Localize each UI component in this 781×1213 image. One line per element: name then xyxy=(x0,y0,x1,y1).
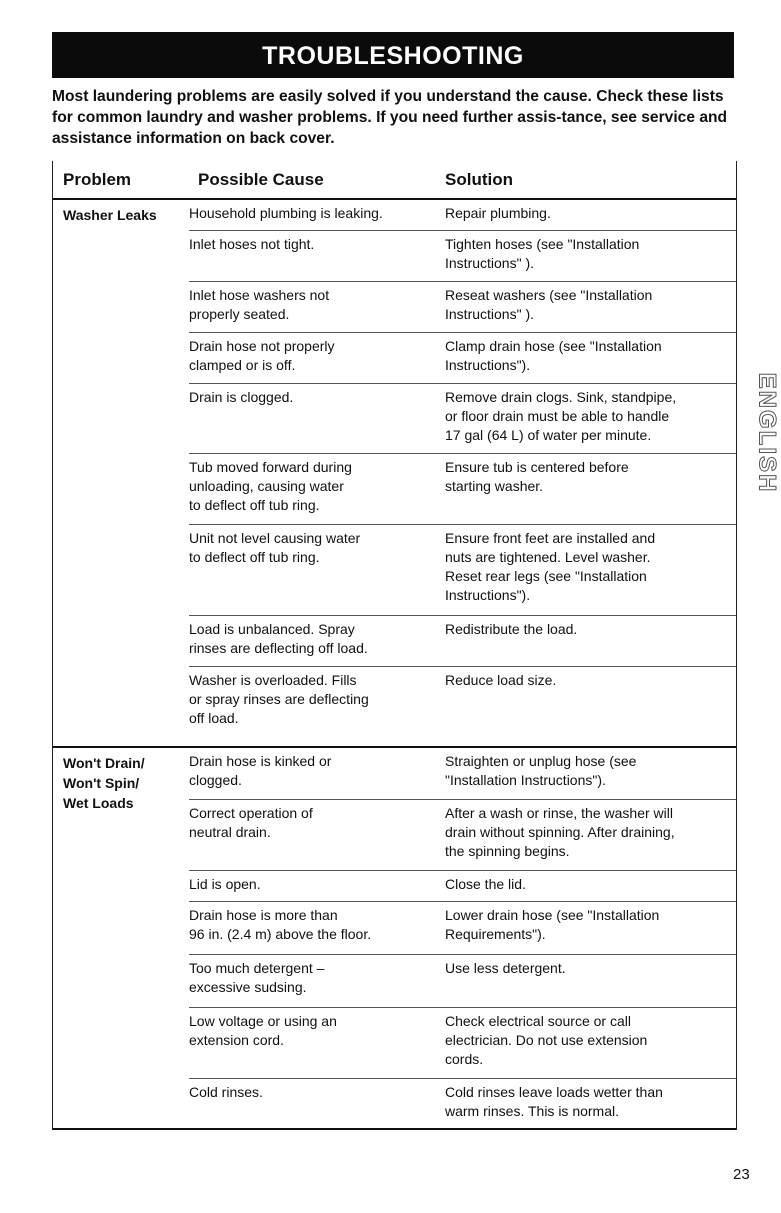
table-row xyxy=(189,799,736,870)
table-row xyxy=(189,1007,736,1078)
table-row xyxy=(189,524,736,615)
table-row xyxy=(189,281,736,332)
cause-cell: Unit not level causing water to deflect off tub ring. xyxy=(189,530,361,565)
intro-paragraph: Most laundering problems are easily solved if you understand the cause. Check these lists for common laundry and washer problems. If you need further assis-tance, see service and assistance information on back cover. xyxy=(52,88,728,147)
table-header xyxy=(53,161,736,200)
solution-cell: Reduce load size. xyxy=(445,672,557,688)
language-tab-label: ENGLISH xyxy=(753,372,781,494)
section-banner: TROUBLESHOOTING xyxy=(52,32,734,78)
table-row xyxy=(189,332,736,383)
header-problem: Problem xyxy=(63,170,132,189)
page-number: 23 xyxy=(733,1166,750,1183)
problem-group xyxy=(53,748,736,1130)
cause-cell: Load is unbalanced. Spray rinses are deflecting off load. xyxy=(189,621,368,656)
table-row xyxy=(189,748,736,798)
cause-cell: Washer is overloaded. Fills or spray rinses are deflecting off load. xyxy=(189,672,369,726)
solution-cell: Repair plumbing. xyxy=(445,205,551,221)
cause-cell: Tub moved forward during unloading, causing water to deflect off tub ring. xyxy=(189,459,352,513)
problem-label: Won't Drain/ Won't Spin/ Wet Loads xyxy=(63,755,145,811)
cause-cell: Drain hose is kinked or clogged. xyxy=(189,753,332,788)
cause-cell: Drain hose is more than 96 in. (2.4 m) above the floor. xyxy=(189,907,372,942)
table-row xyxy=(189,200,736,229)
table-row xyxy=(189,453,736,524)
solution-cell: Tighten hoses (see "Installation Instructions" ). xyxy=(445,236,640,271)
table-row xyxy=(189,230,736,281)
solution-cell: Reseat washers (see "Installation Instructions" ). xyxy=(445,287,653,322)
solution-cell: Lower drain hose (see "Installation Requirements"). xyxy=(445,907,660,942)
language-side-tab xyxy=(753,325,781,540)
solution-cell: Use less detergent. xyxy=(445,960,566,976)
problem-label: Washer Leaks xyxy=(63,207,157,223)
table-row xyxy=(189,901,736,954)
cause-cell: Household plumbing is leaking. xyxy=(189,205,383,221)
table-row xyxy=(189,383,736,453)
cause-cell: Cold rinses. xyxy=(189,1084,263,1100)
table-row xyxy=(189,954,736,1007)
cause-cell: Correct operation of neutral drain. xyxy=(189,805,313,840)
header-solution: Solution xyxy=(445,170,513,189)
table-row xyxy=(189,615,736,666)
solution-cell: Remove drain clogs. Sink, standpipe, or floor drain must be able to handle 17 gal (64 L) of water per minute. xyxy=(445,389,677,443)
solution-cell: Cold rinses leave loads wetter than warm rinses. This is normal. xyxy=(445,1084,663,1119)
cause-cell: Lid is open. xyxy=(189,876,261,892)
table-row xyxy=(189,666,736,747)
header-cause: Possible Cause xyxy=(198,170,324,189)
cause-cell: Inlet hoses not tight. xyxy=(189,236,315,252)
solution-cell: Straighten or unplug hose (see "Installation Instructions"). xyxy=(445,753,637,788)
solution-cell: Clamp drain hose (see "Installation Instructions"). xyxy=(445,338,662,373)
cause-cell: Inlet hose washers not properly seated. xyxy=(189,287,330,322)
solution-cell: Close the lid. xyxy=(445,876,526,892)
solution-cell: Ensure tub is centered before starting washer. xyxy=(445,459,629,494)
table-row xyxy=(189,870,736,901)
solution-cell: Ensure front feet are installed and nuts are tightened. Level washer. Reset rear legs (see "Installation Instructions"). xyxy=(445,530,656,603)
cause-cell: Low voltage or using an extension cord. xyxy=(189,1013,337,1048)
problem-group xyxy=(53,200,736,748)
troubleshooting-table xyxy=(52,161,737,1130)
cause-cell: Too much detergent – excessive sudsing. xyxy=(189,960,325,995)
solution-cell: Redistribute the load. xyxy=(445,621,578,637)
table-row xyxy=(189,1078,736,1129)
solution-cell: After a wash or rinse, the washer will drain without spinning. After draining, the spinning begins. xyxy=(445,805,675,859)
cause-cell: Drain is clogged. xyxy=(189,389,294,405)
cause-cell: Drain hose not properly clamped or is off. xyxy=(189,338,335,373)
solution-cell: Check electrical source or call electrician. Do not use extension cords. xyxy=(445,1013,648,1067)
